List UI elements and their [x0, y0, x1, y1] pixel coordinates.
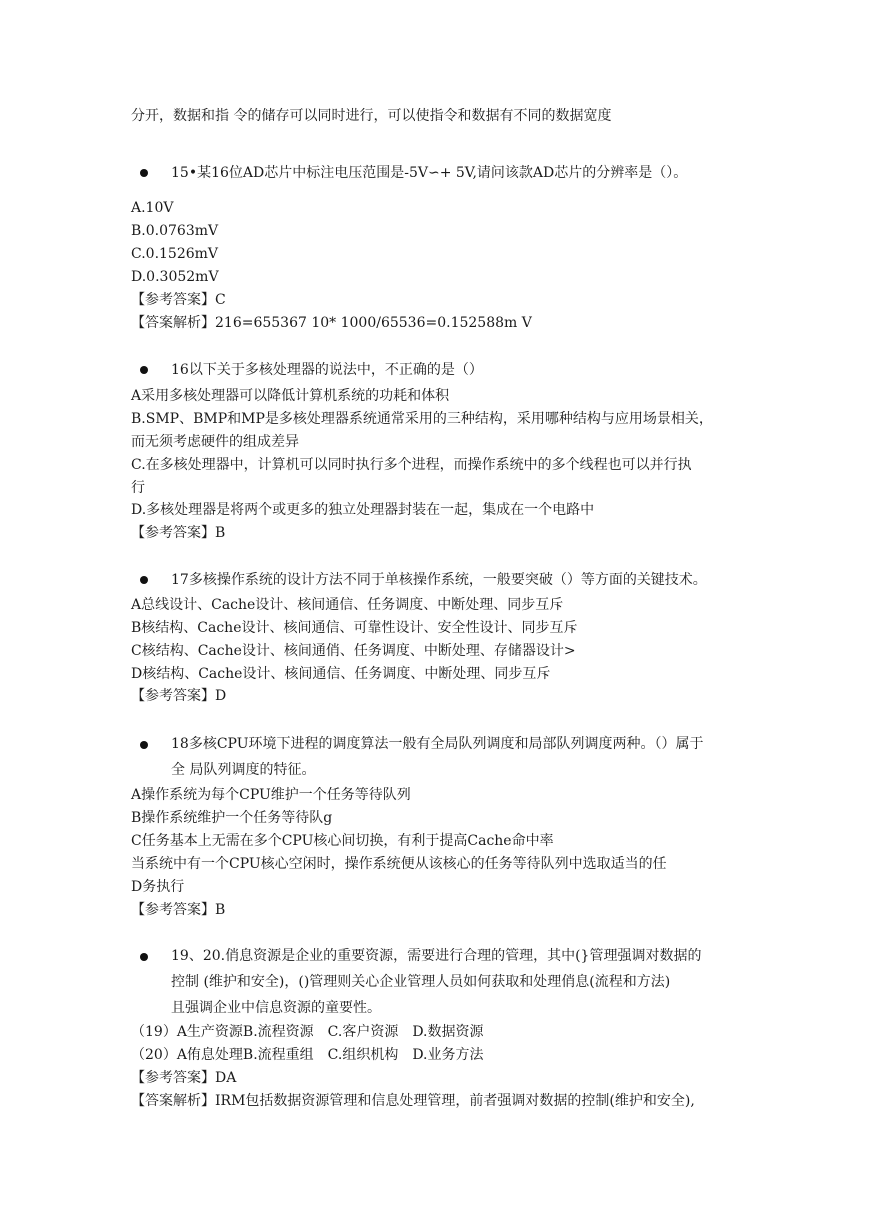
reference-answer: 【参考答案】C — [131, 292, 226, 308]
option-a: A.10V — [131, 200, 174, 216]
question-19-20-cont: 且强调企业中信息资源的童要性。 — [171, 1000, 381, 1016]
bullet-icon — [140, 169, 148, 177]
question-19-20: 19、20.俏息资源是企业的重要资源，需要进行合理的管理，其中(}管理强调对数据的 — [171, 948, 702, 964]
bullet-icon — [140, 366, 148, 374]
question-17: 17多核操作系统的设计方法不同于单核操作系统，一般要突破（）等方面的关键技术。 — [171, 572, 707, 588]
question-19-20-cont: 控制 (维护和安全)，()管理则关心企业管理人员如何获取和处理俏息(流程和方法) — [171, 974, 671, 990]
q16-line: B.SMP、BMP和MP是多核处理器系统通常采用的三种结构，采用哪种结构与应用场景相关， — [131, 411, 713, 427]
answer-explanation: 【答案解析】216=655367 10* 1000/65536=0.152588m V — [131, 315, 532, 331]
q16-line: 而无须考虑硬件的组成差异 — [131, 434, 299, 450]
q18-line: B操作系统维护一个任务等待队g — [131, 810, 333, 826]
question-16: 16以下关于多核处理器的说法中，不正确的是（） — [171, 362, 483, 378]
intro-line: 分开，数据和指 令的储存可以同时进行，可以使指令和数据有不同的数据宽度 — [131, 108, 612, 124]
q17-line: D核结构、Cache设计、核间通信、任务调度、中断处理、同步互斥 — [131, 666, 551, 682]
option-b: B.0.0763mV — [131, 223, 219, 239]
bullet-icon — [140, 576, 148, 584]
q16-line: C.在多核处理器中，计算机可以同时执行多个进程，而操作系统中的多个线程也可以并行执 — [131, 457, 692, 473]
q17-line: C核结构、Cache设计、核间通俏、任务调度、中断处理、存储器设计> — [131, 643, 576, 659]
q17-line: A总线设计、Cache设计、核间通信、任务调度、中断处理、同步互斥 — [131, 597, 564, 613]
bullet-icon — [140, 741, 148, 749]
q18-line: D务执行 — [131, 879, 185, 895]
reference-answer: 【参考答案】B — [131, 525, 226, 541]
question-18: 18多核CPU环境下进程的调度算法一般有全局队列调度和局部队列调度两种。（）属于 — [171, 736, 704, 752]
q18-line: A操作系统为每个CPU维护一个任务等待队列 — [131, 787, 411, 803]
option-c: C.0.1526mV — [131, 246, 219, 262]
question-18-cont: 全 局队列调度的特征。 — [171, 762, 316, 778]
q16-line: A采用多核处理器可以降低计算机系统的功耗和体积 — [131, 388, 450, 404]
reference-answer: 【参考答案】D — [131, 688, 227, 704]
q18-line: C任务基本上无需在多个CPU核心间切换，有利于提高Cache命中率 — [131, 833, 554, 849]
q17-line: B核结构、Cache设计、核间通信、可靠性设计、安全性设计、同步互斥 — [131, 620, 578, 636]
q19-line: （20）A侑息处理B.流程重组 C.组织机构 D.业务方法 — [131, 1047, 484, 1063]
reference-answer: 【参考答案】DA — [131, 1070, 237, 1086]
q19-line: （19）A生产资源B.流程资源 C.客户资源 D.数据资源 — [131, 1024, 484, 1040]
q16-line: 行 — [131, 480, 145, 496]
reference-answer: 【参考答案】B — [131, 902, 226, 918]
q18-line: 当系统中有一个CPU核心空闲时，操作系统便从该核心的任务等待队列中选取适当的任 — [131, 856, 667, 872]
option-d: D.0.3052mV — [131, 269, 219, 285]
q16-line: D.多核处理器是将两个或更多的独立处理器封装在一起，集成在一个电路中 — [131, 502, 595, 518]
answer-explanation: 【答案解析】IRM包括数据资源管理和信息处理管理，前者强调对数据的控制(维护和安全), — [131, 1093, 695, 1109]
question-15: 15•某16位AD芯片中标注电压范围是-5V∽+ 5V,请问该款AD芯片的分辨率是（）。 — [171, 165, 688, 181]
bullet-icon — [140, 953, 148, 961]
